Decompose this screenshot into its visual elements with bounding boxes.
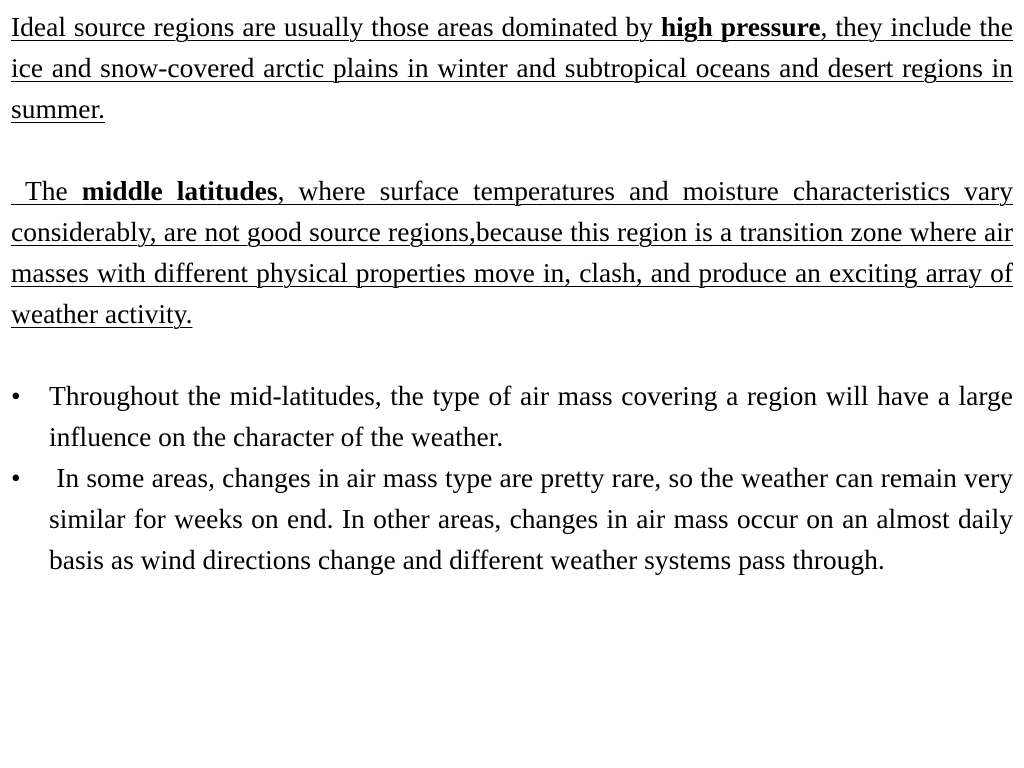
bullet-item [11, 375, 1013, 457]
paragraph-middle-latitudes [11, 170, 1013, 334]
bullet-item [11, 457, 1020, 580]
paragraph-source-regions [11, 6, 1013, 129]
paragraph-2-text-end: , where surface temperatures and moisture characteristics vary considerably, are not good source regions,because this region is a transition zone where air masses with different physical properties move in, clash, and produce an exciting array of weather activity. [11, 175, 1013, 329]
paragraph-2-text-start: The [11, 175, 82, 206]
paragraph-1-bold-term: high pressure [660, 11, 821, 42]
paragraph-1-text-end: , they include the ice and snow-covered arctic plains in winter and subtropical oceans and desert regions in summer. [11, 11, 1013, 124]
bullet-marker: • [11, 380, 21, 411]
bullet-text: Throughout the mid-latitudes, the type of air mass covering a region will have a large influence on the character of the weather. [49, 380, 1013, 452]
bullet-list [11, 375, 1020, 580]
paragraph-2-bold-term: middle latitudes [81, 175, 278, 206]
paragraph-1-text-start: Ideal source regions are usually those areas dominated by [11, 11, 661, 42]
bullet-text: In some areas, changes in air mass type are pretty rare, so the weather can remain very similar for weeks on end. In other areas, changes in air mass occur on an almost daily basis as wind directions change and different weather systems pass through. [49, 462, 1020, 575]
bullet-marker: • [11, 462, 21, 493]
